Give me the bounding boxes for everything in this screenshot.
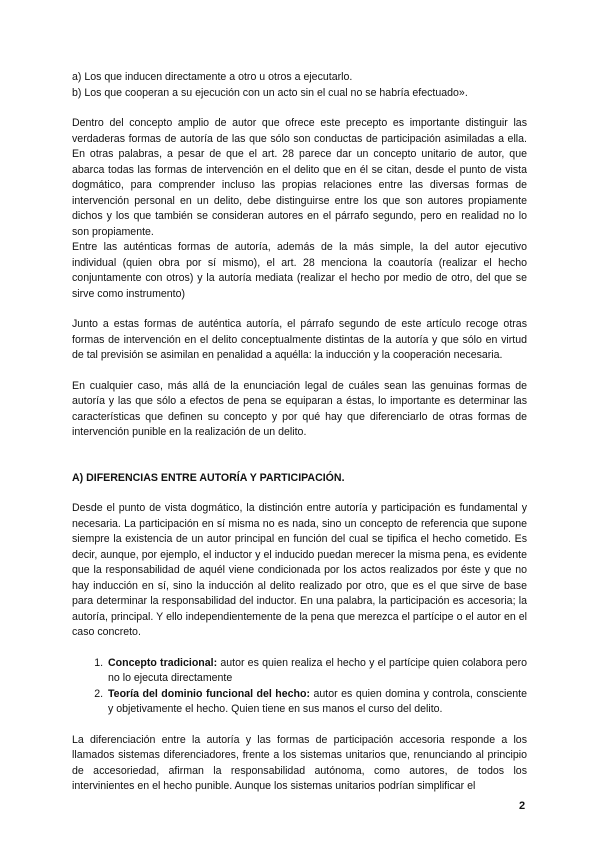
intro-item-b: b) Los que cooperan a su ejecución con un acto sin el cual no se habría efectuado».	[72, 86, 468, 99]
intro-item-a: a) Los que inducen directamente a otro u otros a ejecutarlo.	[72, 71, 353, 83]
paragraph-cualquier-caso: En cualquier caso, más allá de la enunciación legal de cuáles sean las genuinas formas de autoría y las que sólo a efectos de pena se equiparan a éstas, lo importante es determinar las características que definen su concepto y por qué hay que diferenciarlo de otras formas de intervención punible en la realización de un delito.	[72, 379, 527, 438]
paragraph-autenticas-formas: Entre las auténticas formas de autoría, además de la más simple, la del autor ejecutivo individual (quien obra por sí mismo), el art. 28 menciona la coautoría (realizar el hecho conjuntamente con otros) y la autoría mediata (realizar el hecho por medio de otro, del que se sirve como instrumento)	[72, 241, 527, 300]
paragraph-sistemas: La diferenciación entre la autoría y las formas de participación accesoria responde a los llamados sistemas diferenciadores, frente a los sistemas unitarios que, renunciando al principio de accesoriedad, afirman la responsabilidad autónoma, como autores, de todos los intervinientes en el hecho punible. Aunque los sistemas unitarios podrían simplificar el	[72, 733, 527, 792]
paragraph-concepto-amplio: Dentro del concepto amplio de autor que ofrece este precepto es importante distinguir las verdaderas formas de autoría de las que sólo son conductas de participación asimiladas a ella. En otras palabras, a pesar de que el art. 28 parece dar un concepto unitario de autor, que abarca todas las formas de intervención en el delito que en él se citan, desde el punto de vista dogmático, para comprender incluso las propias relaciones entre las diversas formas de intervención personal en un delito, debe distinguirse entre los que son autores propiamente dichos y los que también se consideran autores en el párrafo segundo, pero en realidad no lo son propiamente.	[72, 117, 527, 238]
paragraph-otras-formas: Junto a estas formas de auténtica autoría, el párrafo segundo de este artículo recoge otras formas de intervención en el delito conceptualmente distintas de la autoría y que sólo en virtud de tal previsión se asimilan en penalidad a aquélla: la inducción y la cooperación necesaria.	[72, 318, 527, 361]
list-item	[106, 687, 527, 718]
document-page	[72, 70, 527, 795]
list-item	[106, 656, 527, 687]
list-item-term: Concepto tradicional:	[108, 656, 218, 669]
criteria-list	[72, 656, 527, 718]
list-item-term: Teoría del dominio funcional del hecho:	[108, 687, 311, 700]
list-item-text: autor es quien domina y controla, consciente y objetivamente el hecho. Quien tiene en sus manos el curso del delito.	[108, 687, 527, 715]
list-item-text: autor es quien realiza el hecho y el partícipe quien colabora pero no lo ejecuta directamente	[108, 656, 527, 684]
section-heading: A) DIFERENCIAS ENTRE AUTORÍA Y PARTICIPACIÓN.	[72, 471, 345, 484]
paragraph-distincion: Desde el punto de vista dogmático, la distinción entre autoría y participación es fundamental y necesaria. La participación en sí misma no es nada, sino un concepto de referencia que supone siempre la existencia de un autor principal en función del cual se tipifica el hecho cometido. Es decir, aunque, por ejemplo, el inductor y el inducido puedan merecer la misma pena, es evidente que la responsabilidad de aquél viene condicionada por los actos realizados por éste y que no hay inducción en sí, sino la inducción al delito realizado por otro, que es el que sirve de base para determinar la responsabilidad del inductor. En una palabra, la participación es accesoria; la autoría, principal. Y ello independientemente de la pena que merezca el partícipe o el autor en el caso concreto.	[72, 502, 527, 638]
page-number: 2	[519, 800, 526, 812]
